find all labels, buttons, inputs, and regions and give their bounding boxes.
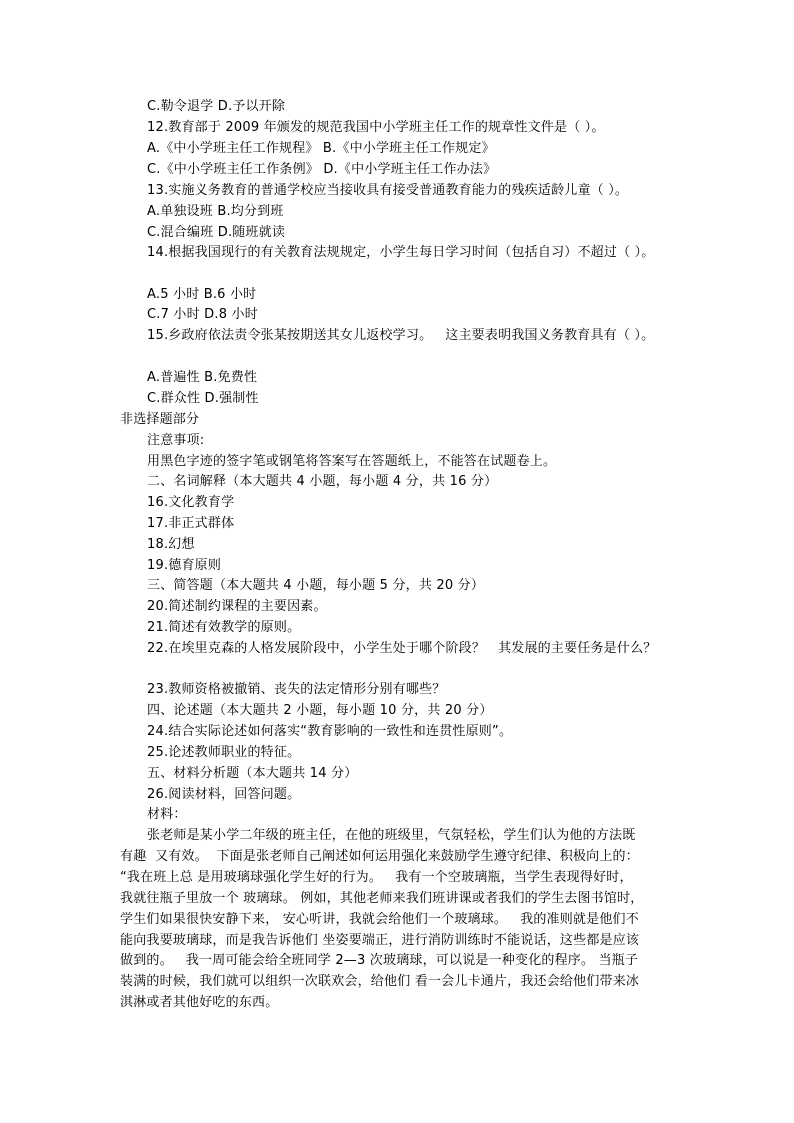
q14-stem: 14.根据我国现行的有关教育法规规定，小学生每日学习时间（包括自习）不超过（ ）。 [147, 245, 655, 260]
q24: 24.结合实际论述如何落实“教育影响的一致性和连贯性原则”。 [147, 724, 513, 739]
material-line: 我就往瓶子里放一个 玻璃球。 例如，其他老师来我们班讲课或者我们的学生去图书馆时， [120, 891, 644, 906]
section3-title: 三、简答题（本大题共 4 小题，每小题 5 分，共 20 分） [147, 578, 485, 593]
notice-text: 用黑色字迹的签字笔或钢笔将答案写在答题纸上，不能答在试题卷上。 [147, 454, 557, 469]
q13-stem: 13.实施义务教育的普通学校应当接收具有接受普通教育能力的残疾适龄儿童（ ）。 [147, 183, 629, 198]
q14-options-cd: C.7 小时 D.8 小时 [147, 307, 258, 322]
notice-label: 注意事项: [147, 433, 205, 448]
material-line: 淇淋或者其他好吃的东西。 [120, 995, 279, 1010]
q25: 25.论述教师职业的特征。 [147, 745, 301, 760]
q18: 18.幻想 [147, 537, 195, 552]
material-line: 有趣 又有效。 下面是张老师自己阐述如何运用强化来鼓励学生遵守纪律、积极向上的： [120, 849, 639, 864]
q17: 17.非正式群体 [147, 516, 235, 531]
q15-stem: 15.乡政府依法责令张某按期送其女儿返校学习。 这主要表明我国义务教育具有（ ）。 [147, 328, 655, 343]
material-line: 张老师是某小学二年级的班主任，在他的班级里，气氛轻松，学生们认为他的方法既 [147, 828, 636, 843]
q12-options-cd: C.《中小学班主任工作条例》 D.《中小学班主任工作办法》 [147, 162, 497, 177]
q26: 26.阅读材料，回答问题。 [147, 787, 301, 802]
material-line: 做到的。 我一周可能会给全班同学 2—3 次玻璃球，可以说是一种变化的程序。 当瓶子 [120, 953, 639, 968]
q16: 16.文化教育学 [147, 495, 235, 510]
material-line: “我在班上总 是用玻璃球强化学生好的行为。 我有一个空玻璃瓶，当学生表现得好时， [120, 870, 633, 885]
q11-options-cd: C.勒令退学 D.予以开除 [147, 99, 286, 114]
material-line: 装满的时候，我们就可以组织一次联欢会，给他们 看一会儿卡通片，我还会给他们带来冰 [120, 974, 640, 989]
q19: 19.德育原则 [147, 558, 222, 573]
material-label: 材料： [147, 807, 187, 822]
q20: 20.简述制约课程的主要因素。 [147, 599, 327, 614]
q21: 21.简述有效教学的原则。 [147, 620, 301, 635]
q12-options-ab: A.《中小学班主任工作规程》 B.《中小学班主任工作规定》 [147, 141, 495, 156]
q12-stem: 12.教育部于 2009 年颁发的规范我国中小学班主任工作的规章性文件是（ ）。 [147, 120, 605, 135]
material-line: 能向我要玻璃球，而是我告诉他们 坐姿要端正，进行消防训练时不能说话，这些都是应该 [120, 933, 640, 948]
q13-options-cd: C.混合编班 D.随班就读 [147, 225, 286, 240]
q15-options-cd: C.群众性 D.强制性 [147, 391, 259, 406]
material-line: 学生们如果很快安静下来， 安心听讲，我就会给他们一个玻璃球。 我的准则就是他们不 [120, 912, 639, 927]
non-mc-heading: 非选择题部分 [120, 412, 200, 427]
q22: 22.在埃里克森的人格发展阶段中，小学生处于哪个阶段？ 其发展的主要任务是什么？ [147, 641, 657, 656]
section2-title: 二、名词解释（本大题共 4 小题，每小题 4 分，共 16 分） [147, 474, 498, 489]
q13-options-ab: A.单独设班 B.均分到班 [147, 204, 284, 219]
q23: 23.教师资格被撤销、丧失的法定情形分别有哪些？ [147, 682, 446, 697]
q14-options-ab: A.5 小时 B.6 小时 [147, 287, 257, 302]
section5-title: 五、材料分析题（本大题共 14 分） [147, 766, 358, 781]
section4-title: 四、论述题（本大题共 2 小题，每小题 10 分，共 20 分） [147, 703, 493, 718]
q15-options-ab: A.普遍性 B.免费性 [147, 370, 258, 385]
